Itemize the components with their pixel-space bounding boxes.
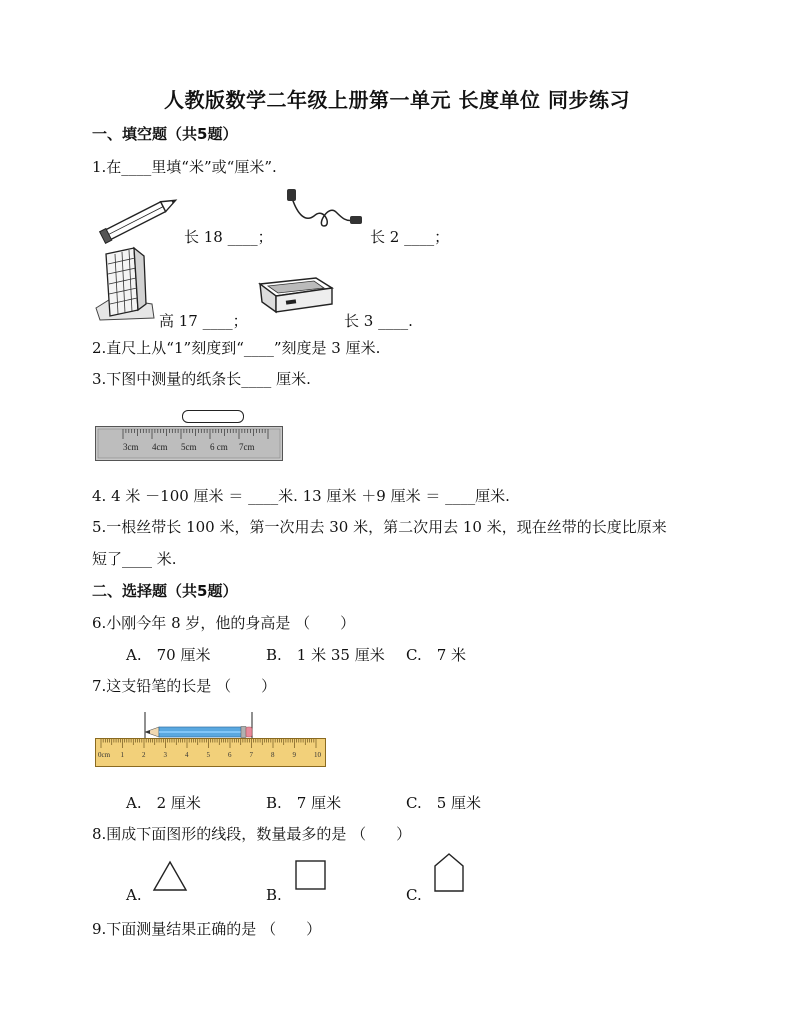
q7-option-a[interactable]: A. 2 厘米 [126,794,201,812]
ruler-number-label: 4 [185,751,189,759]
question-4: 4. 4 米 －100 厘米 ＝ ____米. 13 厘米 ＋9 厘米 ＝ ____厘米. [92,487,510,505]
ruler-number-label: 8 [271,751,275,759]
question-3: 3.下图中测量的纸条长____ 厘米. [92,370,311,388]
pencil-on-ruler [95,710,327,768]
section-heading-fill: 一、填空题（共5题） [92,125,238,143]
pencil-length-blank: 长 18 ____； [184,228,273,246]
ruler-number-label: 2 [142,751,146,759]
ruler-number-label: 10 [314,751,321,759]
page-title: 人教版数学二年级上册第一单元 长度单位 同步练习 [164,88,630,112]
q7-option-c[interactable]: C. 5 厘米 [406,794,482,812]
question-7: 7.这支铅笔的长是 （ ） [92,677,277,695]
q6-option-c[interactable]: C. 7 米 [406,646,467,664]
question-2: 2.直尺上从“1”刻度到“____”刻度是 3 厘米. [92,339,381,357]
question-5-line-2: 短了____ 米. [92,550,177,568]
q8-option-a[interactable]: A. [126,886,142,904]
q6-option-b[interactable]: B. 1 米 35 厘米 [266,646,385,664]
ruler-number-label: 3 [163,751,167,759]
question-6: 6.小刚今年 8 岁，他的身高是 （ ） [92,614,356,632]
question-5-line-1: 5.一根丝带长 100 米，第一次用去 30 米，第二次用去 10 米，现在丝带的长度比原来 [92,518,667,536]
paper-strip [182,410,244,423]
q8-option-b[interactable]: B. [266,886,282,904]
box-illustration [254,268,338,316]
building-illustration [92,246,158,326]
ruler-number-label: 6 [228,751,232,759]
q7-option-b[interactable]: B. 7 厘米 [266,794,342,812]
box-length-blank: 长 3 ____. [344,312,413,330]
building-height-blank: 高 17 ____； [159,312,248,330]
jump-rope-illustration [284,186,366,234]
ruler-number-label: 0cm [98,751,111,759]
ruler-number-label: 5 [206,751,210,759]
q8-option-c[interactable]: C. [406,886,422,904]
ruler-tick-label: 6 cm [210,442,228,452]
ruler-number-label: 1 [120,751,124,759]
ruler-number-label: 7 [249,751,253,759]
question-9: 9.下面测量结果正确的是 （ ） [92,920,322,938]
ruler-number-label: 9 [292,751,296,759]
ruler-tick-label: 4cm [152,442,168,452]
section-heading-choice: 二、选择题（共5题） [92,582,238,600]
triangle-shape [152,860,188,892]
rope-length-blank: 长 2 ____； [370,228,450,246]
question-1: 1.在____里填“米”或“厘米”. [92,158,277,176]
ruler-tick-label: 5cm [181,442,197,452]
pencil-illustration [100,196,184,240]
question-8: 8.围成下面图形的线段，数量最多的是 （ ） [92,825,412,843]
square-shape [295,860,327,892]
q6-option-a[interactable]: A. 70 厘米 [126,646,211,664]
ruler-tick-label: 3cm [123,442,139,452]
ruler-tick-label: 7cm [239,442,255,452]
pentagon-house-shape [434,852,466,894]
ruler-q3 [95,426,283,462]
